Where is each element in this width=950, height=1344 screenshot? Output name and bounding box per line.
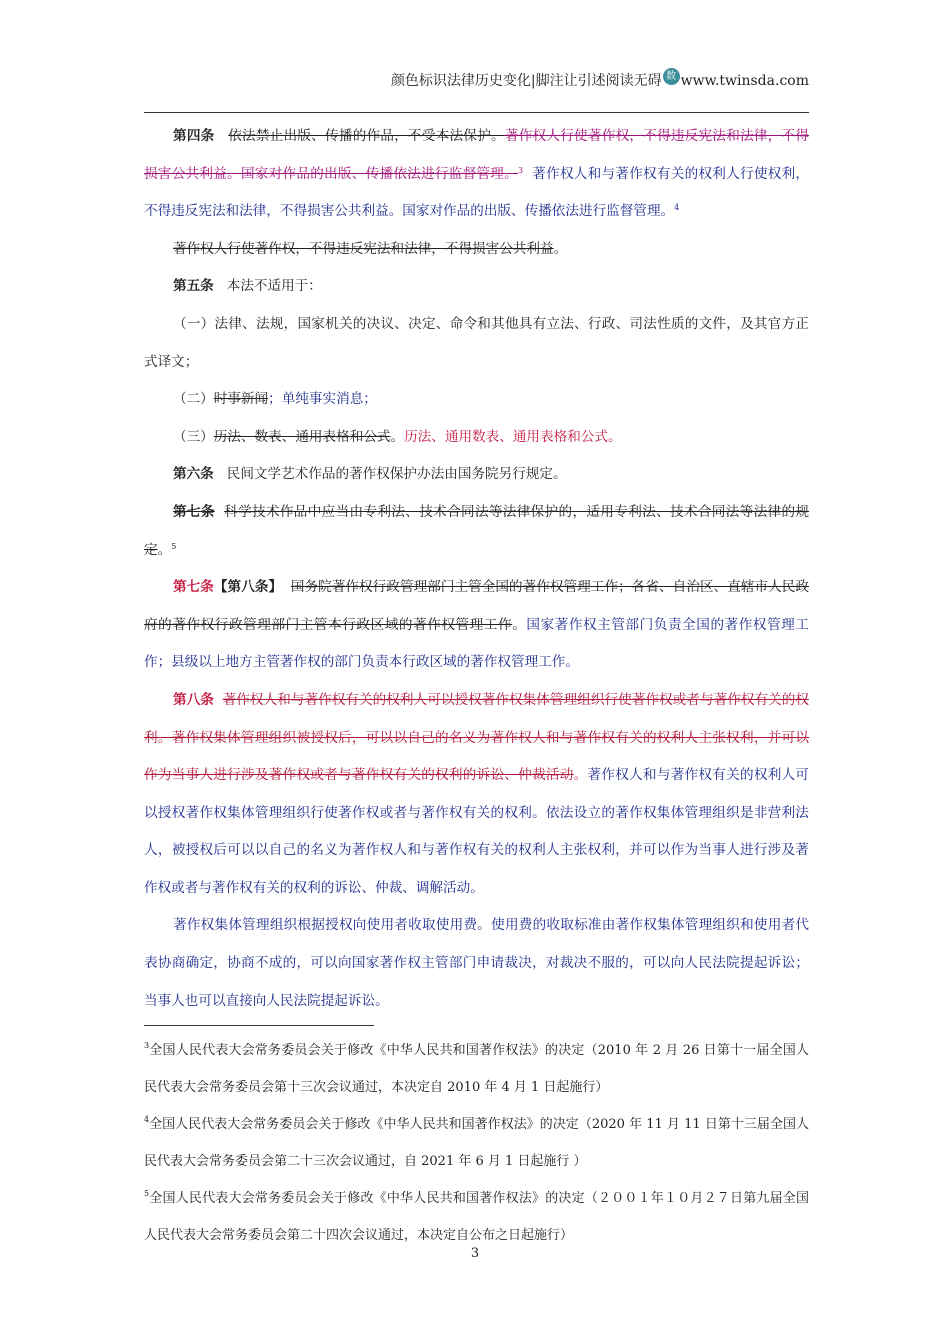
header-divider bbox=[144, 112, 809, 113]
article-8-struck: 著作权人和与著作权有关的权利人可以授权著作权集体管理组织行使著作权或者与著作权有关的权利。著作权集体管理组织被授权后，可以以自己的名义为著作权人和与著作权有关的权利人主张权利，并可以作为当事人进行涉及著作权或者与著作权有关的权利的诉讼、仲裁活动 bbox=[144, 691, 809, 784]
article-4-new-text: 著作权人和与著作权有关的权利人行使权利，不得违反宪法和法律，不得损害公共利益。国家对作品的出版、传播依法进行监督管理。 bbox=[144, 165, 810, 220]
article-4-paragraph bbox=[144, 118, 809, 231]
footnote-ref-3[interactable]: 3 bbox=[517, 165, 524, 175]
article-4-struck-amend: 著作权人行使著作权，不得违反宪法和法律，不得损害公共利益。国家对作品的出版、传播依法进行监督管理。 bbox=[144, 128, 810, 182]
article-6-label: 第六条 bbox=[173, 466, 214, 483]
header-title: 颜色标识法律历史变化|脚注让引述阅读无碍 bbox=[390, 73, 662, 89]
header-site-link[interactable]: www.twinsda.com bbox=[680, 73, 809, 89]
article-5-paragraph bbox=[144, 268, 809, 306]
item-3-struck: 历法、数表、通用表格和公式 bbox=[213, 428, 391, 445]
item-3-sep: 。 bbox=[390, 428, 405, 445]
article-4-label: 第四条 bbox=[173, 128, 215, 144]
footnote-4 bbox=[144, 1106, 809, 1180]
item-2-struck: 时事新闻 bbox=[213, 391, 269, 408]
article-5-item-2 bbox=[144, 381, 809, 419]
footnote-3 bbox=[144, 1032, 809, 1106]
page-number: 3 bbox=[470, 1246, 480, 1261]
article-5-intro: 本法不适用于： bbox=[226, 278, 322, 295]
document-body bbox=[144, 118, 809, 1020]
footnote-3-number: 3 bbox=[144, 1041, 150, 1050]
article-5-label: 第五条 bbox=[173, 278, 214, 295]
footnote-5-text: 全国人民代表大会常务委员会关于修改《中华人民共和国著作权法》的决定（２００１年１０月２７日第九届全国人民代表大会常务委员会第二十四次会议通过，本决定自公布之日起施行） bbox=[144, 1191, 809, 1243]
item-3-prefix: （三） bbox=[173, 428, 214, 445]
article-5-item-3 bbox=[144, 419, 809, 457]
article-7-old-number: 【第八条】 bbox=[213, 579, 283, 596]
item-3-new: 历法、通用数表、通用表格和公式。 bbox=[404, 428, 622, 445]
footnote-4-number: 4 bbox=[144, 1115, 150, 1124]
footnote-5 bbox=[144, 1180, 809, 1254]
footnotes bbox=[144, 1032, 809, 1254]
footnote-ref-5[interactable]: 5 bbox=[171, 541, 177, 551]
item-2-prefix: （二） bbox=[173, 391, 214, 408]
article-6-paragraph bbox=[144, 456, 809, 494]
article-4-paragraph-2 bbox=[144, 231, 809, 269]
article-7-old-end: 。 bbox=[157, 541, 172, 558]
article-7-label: 第七条 bbox=[173, 579, 214, 596]
article-4-para2-end: 。 bbox=[553, 240, 568, 257]
footnote-4-text: 全国人民代表大会常务委员会关于修改《中华人民共和国著作权法》的决定（2020 年 11 月 11 日第十三届全国人民代表大会常务委员会第二十三次会议通过，自 2021 年 6 月 1 日起施行 ） bbox=[144, 1117, 809, 1169]
article-8-new: 著作权人和与著作权有关的权利人可以授权著作权集体管理组织行使著作权或者与著作权有关的权利。依法设立的著作权集体管理组织是非营利法人，被授权后可以以自己的名义为著作权人和与著作权有关的权利人主张权利，并可以作为当事人进行涉及著作权或者与著作权有关的权利的诉讼、仲裁、调解活动。 bbox=[144, 767, 810, 896]
article-8-label: 第八条 bbox=[173, 691, 214, 708]
article-7-struck: 国务院著作权行政管理部门主管全国的著作权管理工作；各省、自治区、直辖市人民政府的著作权行政管理部门主管本行政区域的著作权管理工作 bbox=[144, 579, 810, 633]
article-5-item-1: （一）法律、法规，国家机关的决议、决定、命令和其他具有立法、行政、司法性质的文件，及其官方正式译文； bbox=[144, 315, 809, 370]
article-8-paragraph-2: 著作权集体管理组织根据授权向使用者收取使用费。使用费的收取标准由著作权集体管理组织和使用者代表协商确定，协商不成的，可以向国家著作权主管部门申请裁决，对裁决不服的，可以向人民法院提起诉讼；当事人也可以直接向人民法院提起诉讼。 bbox=[144, 917, 809, 1009]
site-logo-icon: 数 bbox=[663, 68, 680, 85]
item-2-new: ；单纯事实消息； bbox=[268, 391, 377, 408]
footnote-divider bbox=[144, 1025, 374, 1026]
article-7-paragraph bbox=[144, 569, 809, 682]
article-7-new: 国家著作权主管部门负责全国的著作权管理工作；县级以上地方主管著作权的部门负责本行政区域的著作权管理工作。 bbox=[144, 616, 810, 671]
article-7-old-label: 第七条 bbox=[173, 503, 215, 520]
article-7-old-text: 科学技术作品中应当由专利法、技术合同法等法律保护的，适用专利法、技术合同法等法律的规定 bbox=[144, 503, 810, 558]
footnote-5-number: 5 bbox=[144, 1189, 150, 1198]
article-7-old-paragraph bbox=[144, 494, 809, 569]
article-4-para2-struck: 著作权人行使著作权，不得违反宪法和法律，不得损害公共利益 bbox=[173, 240, 554, 257]
article-8-paragraph bbox=[144, 682, 809, 908]
article-8-sep: 。 bbox=[573, 767, 588, 784]
page-header bbox=[144, 70, 809, 96]
article-7-sep: 。 bbox=[512, 616, 527, 633]
article-4-struck-text: 依法禁止出版、传播的作品，不受本法保护。 bbox=[228, 128, 505, 144]
article-6-text: 民间文学艺术作品的著作权保护办法由国务院另行规定。 bbox=[226, 466, 567, 483]
footnote-ref-4[interactable]: 4 bbox=[674, 203, 680, 213]
footnote-3-text: 全国人民代表大会常务委员会关于修改《中华人民共和国著作权法》的决定（2010 年 2 月 26 日第十一届全国人民代表大会常务委员会第十三次会议通过，本决定自 2010 年 4 月 1 日起施行） bbox=[144, 1043, 809, 1095]
